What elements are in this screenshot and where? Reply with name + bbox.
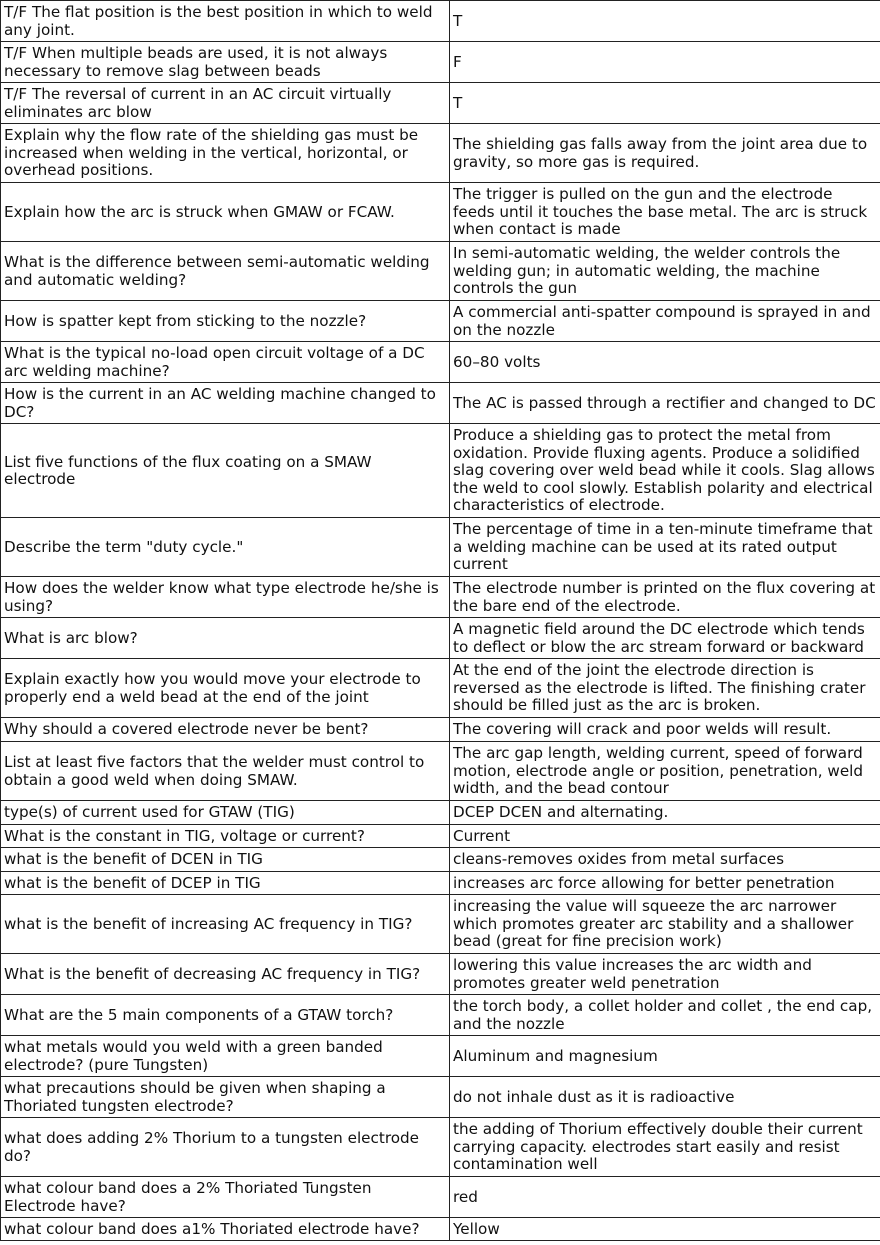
table-row xyxy=(1,848,880,872)
answer-cell: increasing the value will squeeze the arc narrower which promotes greater arc stability and a shallower bead (great for fine precision work) xyxy=(450,895,880,954)
answer-cell: red xyxy=(450,1177,880,1218)
answer-cell: cleans-removes oxides from metal surfaces xyxy=(450,848,880,872)
question-cell: What is the constant in TIG, voltage or current? xyxy=(1,825,450,848)
answer-cell: 60–80 volts xyxy=(450,342,880,383)
answer-cell: the adding of Thorium effectively double their current carrying capacity. electrodes start easily and resist contamination well xyxy=(450,1118,880,1177)
table-row xyxy=(1,242,880,301)
question-cell: what is the benefit of DCEN in TIG xyxy=(1,848,450,872)
answer-cell: The covering will crack and poor welds will result. xyxy=(450,718,880,742)
table-row xyxy=(1,1118,880,1177)
question-cell: What is arc blow? xyxy=(1,618,450,659)
answer-cell: In semi-automatic welding, the welder controls the welding gun; in automatic welding, the machine controls the gun xyxy=(450,242,880,301)
answer-cell: The percentage of time in a ten-minute timeframe that a welding machine can be used at its rated output current xyxy=(450,518,880,577)
table-row xyxy=(1,659,880,718)
table-row xyxy=(1,577,880,618)
answer-cell: increases arc force allowing for better penetration xyxy=(450,872,880,895)
question-cell: what metals would you weld with a green banded electrode? (pure Tungsten) xyxy=(1,1036,450,1077)
flashcard-table-body xyxy=(1,1,880,1241)
table-row xyxy=(1,1,880,42)
answer-cell: The AC is passed through a rectifier and changed to DC xyxy=(450,383,880,424)
question-cell: How is spatter kept from sticking to the nozzle? xyxy=(1,301,450,342)
table-row xyxy=(1,801,880,825)
question-cell: What is the difference between semi-automatic welding and automatic welding? xyxy=(1,242,450,301)
question-cell: What is the typical no-load open circuit voltage of a DC arc welding machine? xyxy=(1,342,450,383)
table-row xyxy=(1,301,880,342)
answer-cell: lowering this value increases the arc width and promotes greater weld penetration xyxy=(450,954,880,995)
question-cell: Explain how the arc is struck when GMAW or FCAW. xyxy=(1,183,450,242)
question-cell: Explain exactly how you would move your electrode to properly end a weld bead at the end of the joint xyxy=(1,659,450,718)
table-row xyxy=(1,1077,880,1118)
question-cell: What is the benefit of decreasing AC frequency in TIG? xyxy=(1,954,450,995)
question-cell: How does the welder know what type electrode he/she is using? xyxy=(1,577,450,618)
answer-cell: the torch body, a collet holder and collet , the end cap, and the nozzle xyxy=(450,995,880,1036)
table-row xyxy=(1,42,880,83)
answer-cell: do not inhale dust as it is radioactive xyxy=(450,1077,880,1118)
table-row xyxy=(1,424,880,518)
question-cell: what is the benefit of increasing AC frequency in TIG? xyxy=(1,895,450,954)
table-row xyxy=(1,1177,880,1218)
table-row xyxy=(1,1036,880,1077)
table-row xyxy=(1,995,880,1036)
question-cell: what is the benefit of DCEP in TIG xyxy=(1,872,450,895)
answer-cell: F xyxy=(450,42,880,83)
table-row xyxy=(1,954,880,995)
table-row xyxy=(1,124,880,183)
question-cell: T/F The flat position is the best position in which to weld any joint. xyxy=(1,1,450,42)
answer-cell: At the end of the joint the electrode direction is reversed as the electrode is lifted. The finishing crater should be filled just as the arc is broken. xyxy=(450,659,880,718)
question-cell: what colour band does a 2% Thoriated Tungsten Electrode have? xyxy=(1,1177,450,1218)
question-cell: what colour band does a1% Thoriated electrode have? xyxy=(1,1218,450,1241)
answer-cell: Current xyxy=(450,825,880,848)
table-row xyxy=(1,718,880,742)
question-cell: Explain why the flow rate of the shielding gas must be increased when welding in the vertical, horizontal, or overhead positions. xyxy=(1,124,450,183)
table-row xyxy=(1,83,880,124)
answer-cell: T xyxy=(450,83,880,124)
question-cell: what precautions should be given when shaping a Thoriated tungsten electrode? xyxy=(1,1077,450,1118)
answer-cell: The trigger is pulled on the gun and the electrode feeds until it touches the base metal. The arc is struck when contact is made xyxy=(450,183,880,242)
table-row xyxy=(1,618,880,659)
table-row xyxy=(1,1218,880,1241)
question-cell: Why should a covered electrode never be bent? xyxy=(1,718,450,742)
answer-cell: T xyxy=(450,1,880,42)
question-cell: T/F The reversal of current in an AC circuit virtually eliminates arc blow xyxy=(1,83,450,124)
question-cell: Describe the term "duty cycle." xyxy=(1,518,450,577)
question-cell: What are the 5 main components of a GTAW torch? xyxy=(1,995,450,1036)
question-cell: List at least five factors that the welder must control to obtain a good weld when doing SMAW. xyxy=(1,742,450,801)
question-cell: How is the current in an AC welding machine changed to DC? xyxy=(1,383,450,424)
table-row xyxy=(1,342,880,383)
table-row xyxy=(1,183,880,242)
answer-cell: Aluminum and magnesium xyxy=(450,1036,880,1077)
table-row xyxy=(1,383,880,424)
answer-cell: The shielding gas falls away from the joint area due to gravity, so more gas is required. xyxy=(450,124,880,183)
answer-cell: A commercial anti-spatter compound is sprayed in and on the nozzle xyxy=(450,301,880,342)
answer-cell: Yellow xyxy=(450,1218,880,1241)
table-row xyxy=(1,872,880,895)
question-cell: type(s) of current used for GTAW (TIG) xyxy=(1,801,450,825)
question-cell: what does adding 2% Thorium to a tungsten electrode do? xyxy=(1,1118,450,1177)
answer-cell: The electrode number is printed on the flux covering at the bare end of the electrode. xyxy=(450,577,880,618)
table-row xyxy=(1,742,880,801)
answer-cell: The arc gap length, welding current, speed of forward motion, electrode angle or position, penetration, weld width, and the bead contour xyxy=(450,742,880,801)
table-row xyxy=(1,518,880,577)
table-row xyxy=(1,895,880,954)
table-row xyxy=(1,825,880,848)
answer-cell: DCEP DCEN and alternating. xyxy=(450,801,880,825)
question-cell: T/F When multiple beads are used, it is not always necessary to remove slag between beads xyxy=(1,42,450,83)
question-cell: List five functions of the flux coating on a SMAW electrode xyxy=(1,424,450,518)
answer-cell: Produce a shielding gas to protect the metal from oxidation. Provide fluxing agents. Produce a solidified slag covering over weld bead while it cools. Slag allows the weld to cool slowly. Establish polarity and electrical characteristics of electrode. xyxy=(450,424,880,518)
answer-cell: A magnetic field around the DC electrode which tends to deflect or blow the arc stream forward or backward xyxy=(450,618,880,659)
